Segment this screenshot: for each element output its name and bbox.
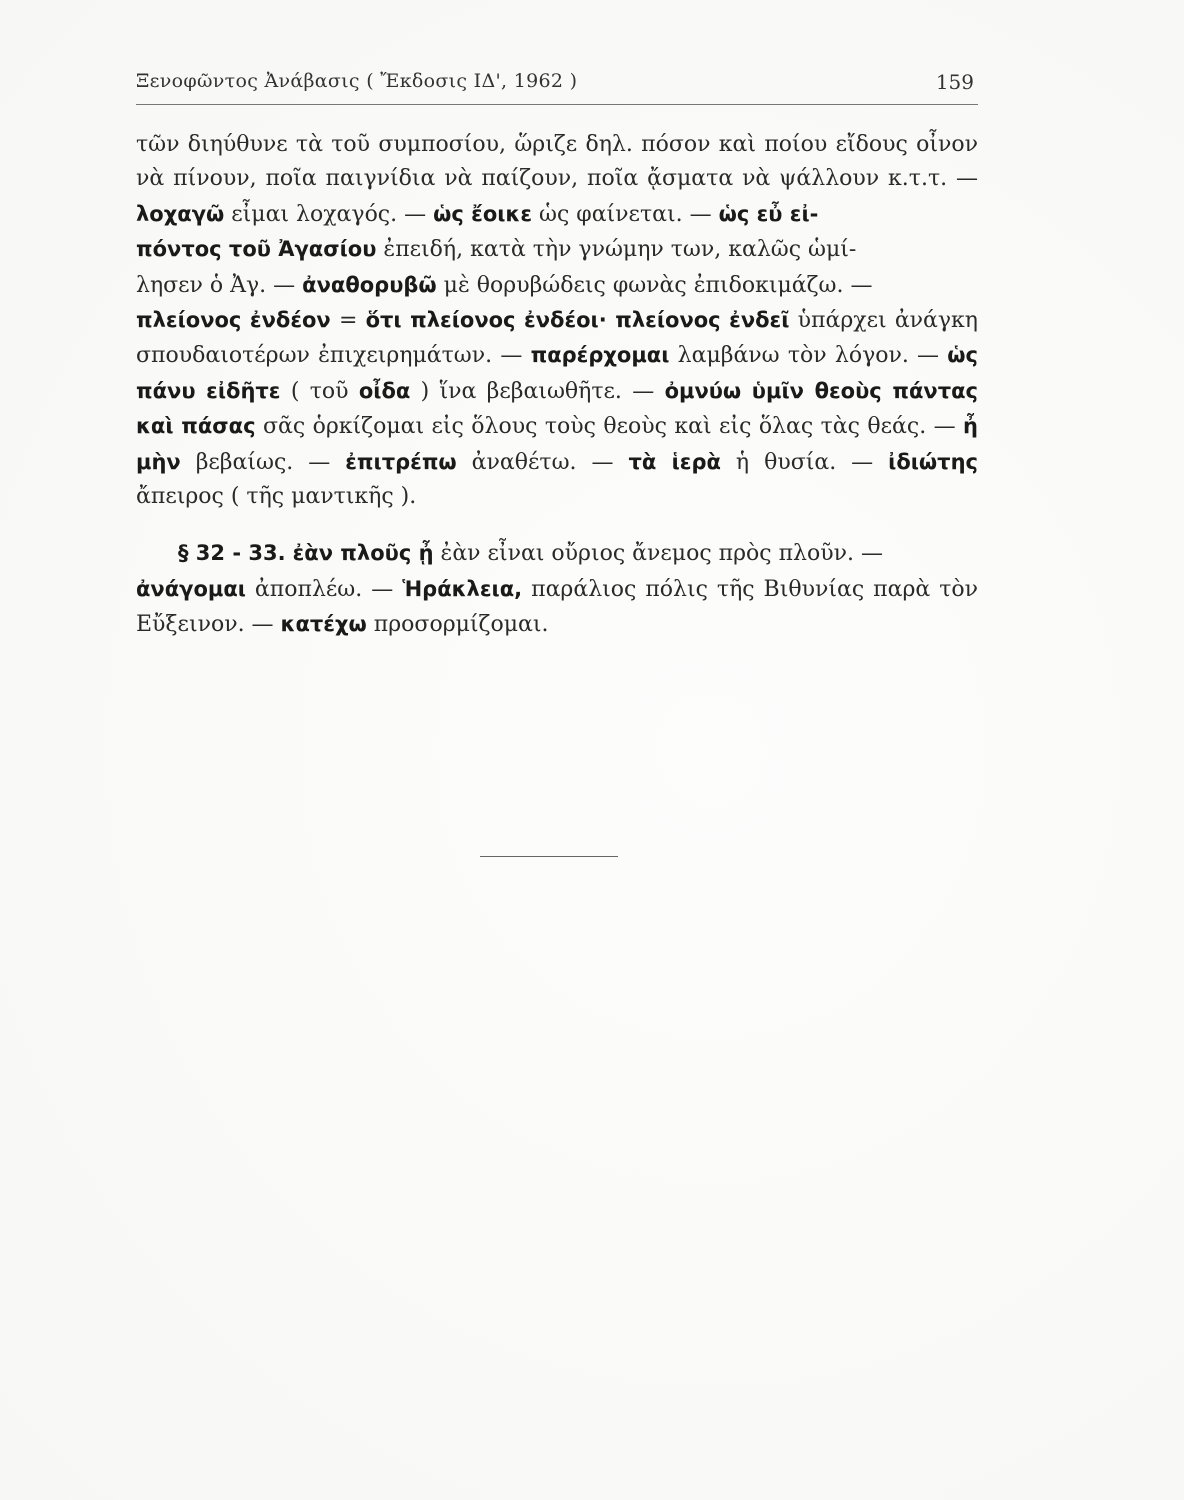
text-run: εἶμαι λοχαγός. —: [224, 201, 434, 227]
text-run: ἐπειδή, κατὰ τὴν γνώμην των, καλῶς ὡμί- λησεν ὁ Ἀγ. —: [136, 237, 857, 298]
lemma: ἐπιτρέπω: [345, 449, 457, 474]
page-number: 159: [935, 70, 974, 94]
lemma: τὰ ἱερὰ: [628, 449, 721, 474]
text-run: σᾶς ὁρκίζομαι εἰς ὅλους τοὺς θεοὺς καὶ εἰς ὅλας τὰς θεάς. —: [255, 414, 964, 440]
lemma: ὡς εὖ εἰ- πόντος τοῦ Ἀγασίου: [136, 201, 819, 262]
text-run: ὡς φαίνεται. —: [532, 201, 719, 227]
lemma: κατέχω: [280, 612, 367, 637]
text-run: ἐὰν εἶναι οὔριος ἄνεμος πρὸς πλοῦν. —: [440, 541, 883, 567]
lemma: οἶδα: [358, 378, 411, 403]
text-run: ὑπάρχει ἀνάγκη σπουδαιοτέρων ἐπιχειρημάτων. —: [136, 308, 978, 369]
commentary-paragraph-1: [136, 128, 978, 514]
text-run: μὲ θορυβώδεις φωνὰς ἐπιδοκιμάζω. —: [443, 272, 873, 298]
text-run: ἄπειρος ( τῆς μαντικῆς ).: [136, 484, 417, 510]
text-run: λαμβάνω τὸν λόγον. —: [669, 343, 948, 369]
text-run: τῶν διηύθυνε τὰ τοῦ συμποσίου, ὥριζε δηλ. πόσον καὶ ποίου εἴδους οἶνον νὰ πίνουν, ποῖα παιγνίδια νὰ παίζουν, ποῖα ᾄσματα νὰ ψάλλουν κ.τ.τ. —: [136, 132, 978, 192]
text-run: παράλιος πόλις τῆς Βιθυνίας παρὰ τὸν Εὔξεινον. —: [136, 576, 979, 638]
section-marker: § 32 - 33.: [178, 541, 286, 566]
lemma: Ἡράκλεια,: [402, 576, 523, 601]
text-run: ἡ θυσία. —: [720, 449, 889, 475]
lemma: ὅτι πλείονος ἐνδέοι· πλείονος ἐνδεῖ: [365, 308, 790, 333]
lemma: ὡς πάνυ εἰδῆτε: [136, 343, 978, 403]
lemma: ἰδιώτης: [888, 449, 978, 474]
lemma: ὀμνύω ὑμῖν θεοὺς πάντας καὶ πάσας: [136, 378, 978, 439]
lemma: παρέρχομαι: [530, 343, 670, 368]
lemma: ὡς ἔοικε: [433, 201, 533, 226]
commentary-paragraph-2: [136, 536, 978, 642]
commentary-text: [136, 128, 978, 643]
text-run: ἀποπλέω. —: [245, 576, 403, 602]
lemma: ἀναθορυβῶ: [302, 272, 437, 297]
lemma: ἦ μὴν: [136, 414, 978, 474]
text-run: =: [330, 308, 366, 334]
running-header: [136, 68, 976, 102]
text-run: ) ἵνα βεβαιωθῆτε. —: [410, 378, 665, 404]
lemma: πλείονος ἐνδέον: [136, 308, 331, 333]
lemma: ἐὰν πλοῦς ᾖ: [292, 541, 434, 566]
header-divider: [136, 104, 978, 105]
running-header-title: Ξενοφῶντος Ἀνάβασις ( Ἔκδοσις ΙΔ', 1962 ): [136, 70, 578, 92]
text-run: βεβαίως. —: [180, 449, 346, 475]
end-of-text-rule: [480, 856, 618, 857]
text-run: προσορμίζομαι.: [366, 612, 549, 638]
lemma: ἀνάγομαι: [136, 576, 246, 601]
lemma: λοχαγῶ: [136, 201, 225, 226]
text-run: ἀναθέτω. —: [456, 449, 629, 475]
text-run: ( τοῦ: [280, 378, 359, 404]
